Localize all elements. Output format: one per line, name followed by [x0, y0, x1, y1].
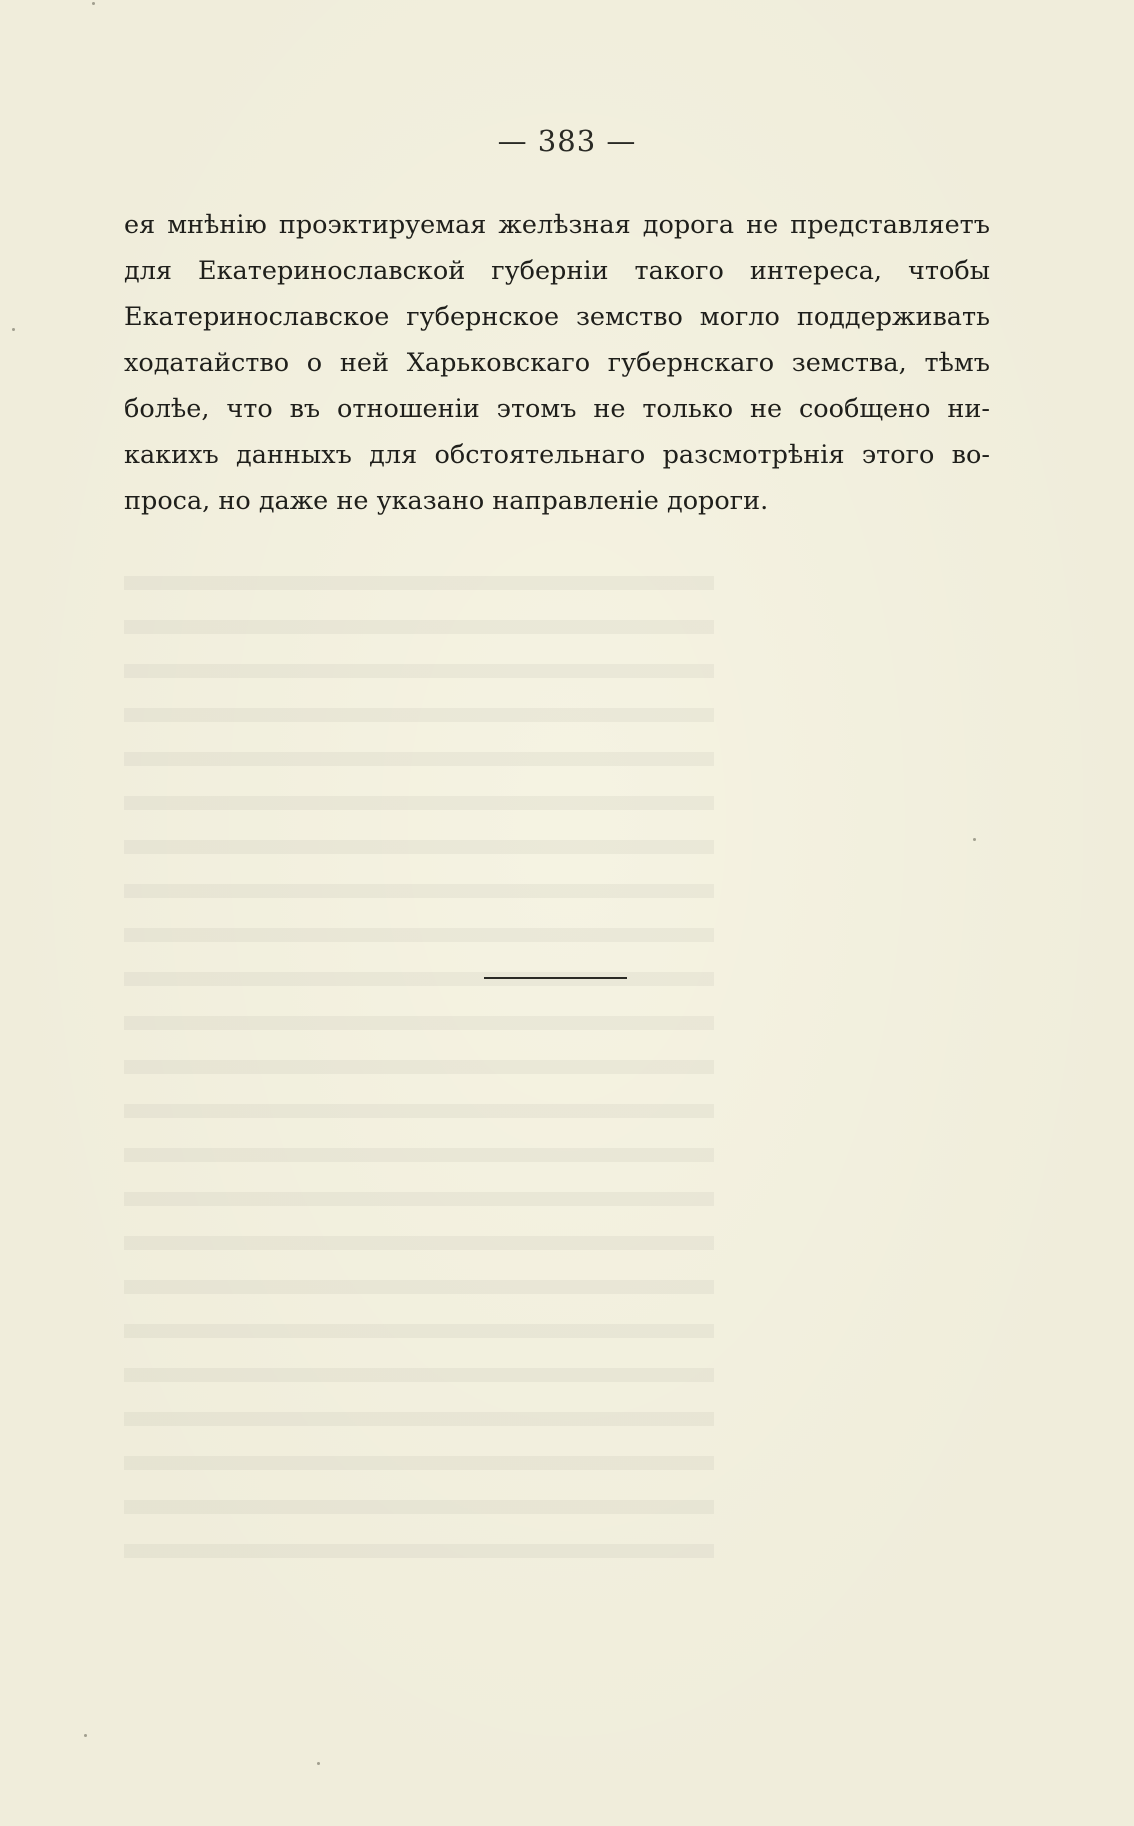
text-line: какихъ данныхъ для обстоятельнаго разсмотрѣнія этого во- [124, 440, 990, 470]
body-paragraph [124, 202, 990, 524]
paper-speck [92, 2, 95, 5]
section-divider-rule [484, 977, 627, 979]
page-number: — 383 — [497, 124, 637, 158]
paper-speck [12, 328, 15, 331]
text-line: болѣе, что въ отношеніи этомъ не только не сообщено ни- [124, 394, 990, 424]
text-line: Екатеринославское губернское земство могло поддерживать [124, 302, 990, 332]
text-line: ея мнѣнію проэктируемая желѣзная дорога не представляетъ [124, 210, 990, 240]
paper-speck [84, 1734, 87, 1737]
paper-speck [317, 1762, 320, 1765]
text-line: для Екатеринославской губерніи такого интереса, чтобы [124, 256, 990, 286]
text-line: проса, но даже не указано направленіе дороги. [124, 486, 769, 516]
text-line: ходатайство о ней Харьковскаго губернскаго земства, тѣмъ [124, 348, 990, 378]
paper-speck [973, 838, 976, 841]
reverse-side-bleed-through [124, 560, 714, 1560]
